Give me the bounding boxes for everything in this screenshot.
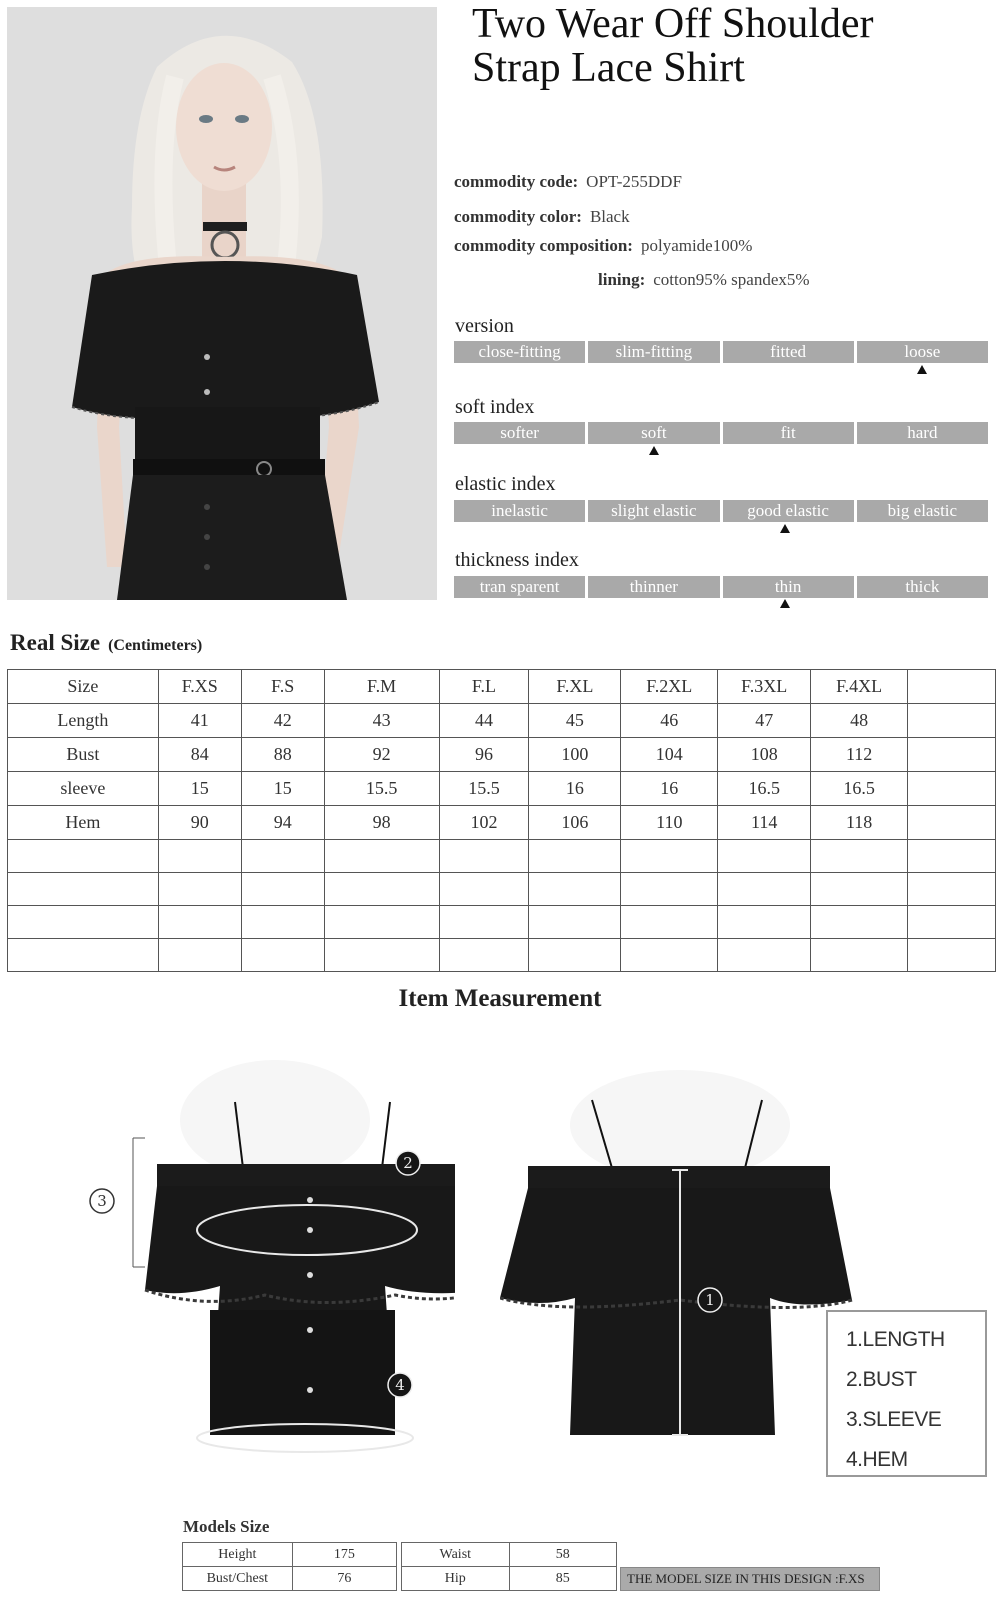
- garment-back-diagram: [500, 1060, 860, 1490]
- spec-color-value: Black: [589, 207, 630, 226]
- size-cell: 92: [324, 738, 439, 772]
- legend-bust: 2.BUST: [846, 1368, 917, 1391]
- size-cell: 47: [718, 704, 811, 738]
- models-cell: 175: [292, 1543, 396, 1567]
- size-header-cell: F.L: [439, 670, 529, 704]
- size-cell-empty: [811, 840, 908, 873]
- size-table-body: [8, 670, 996, 972]
- marker-2: [393, 1148, 423, 1178]
- spec-lining-label: lining:: [598, 270, 646, 289]
- marker-1-label: 1: [705, 1291, 715, 1309]
- elastic-marker: [780, 524, 790, 533]
- spec-composition-label: commodity composition:: [454, 236, 633, 255]
- models-cell: Bust/Chest: [183, 1567, 293, 1591]
- size-header-cell: F.2XL: [621, 670, 718, 704]
- size-cell-empty: [324, 906, 439, 939]
- model-size-note: THE MODEL SIZE IN THIS DESIGN :F.XS: [620, 1567, 880, 1591]
- size-cell: 41: [158, 704, 241, 738]
- models-cell: Height: [183, 1543, 293, 1567]
- models-cell: Hip: [402, 1567, 510, 1591]
- version-option: slim-fitting: [588, 341, 719, 363]
- spec-code-value: OPT-255DDF: [586, 172, 682, 191]
- spec-composition-value: polyamide100%: [640, 236, 753, 255]
- thickness-option: tran sparent: [454, 576, 585, 598]
- size-table-row: [8, 772, 996, 806]
- models-cell: Waist: [402, 1543, 510, 1567]
- thickness-option: thick: [857, 576, 988, 598]
- size-cell: 42: [241, 704, 324, 738]
- size-cell-empty: [621, 840, 718, 873]
- thickness-title: thickness index: [455, 549, 579, 571]
- size-header-cell: Size: [8, 670, 159, 704]
- size-table-row: [8, 806, 996, 840]
- size-cell-empty: [529, 906, 621, 939]
- size-cell: 96: [439, 738, 529, 772]
- elastic-option: inelastic: [454, 500, 585, 522]
- size-cell-empty: [8, 906, 159, 939]
- size-table-row: [8, 704, 996, 738]
- size-cell-empty: [621, 873, 718, 906]
- marker-3-label: 3: [97, 1192, 107, 1210]
- elastic-scale: [454, 500, 988, 522]
- models-cell: 76: [292, 1567, 396, 1591]
- size-cell-empty: [811, 873, 908, 906]
- real-size-title: [10, 630, 202, 656]
- size-cell: 112: [811, 738, 908, 772]
- size-cell: 114: [718, 806, 811, 840]
- item-measurement-title: Item Measurement: [398, 985, 602, 1012]
- version-scale: [454, 341, 988, 363]
- version-option: loose: [857, 341, 988, 363]
- spec-lining: [598, 270, 810, 290]
- spec-composition: [454, 236, 752, 256]
- size-cell-empty: [718, 906, 811, 939]
- size-cell: 118: [811, 806, 908, 840]
- size-cell-empty: [439, 840, 529, 873]
- size-header-cell: F.XS: [158, 670, 241, 704]
- size-cell-empty: [439, 906, 529, 939]
- size-cell-empty: [718, 873, 811, 906]
- size-cell-empty: [439, 873, 529, 906]
- soft-scale: [454, 422, 988, 444]
- size-cell-empty: [621, 939, 718, 972]
- models-row: [402, 1543, 617, 1567]
- size-cell-empty: [8, 840, 159, 873]
- size-cell: [908, 806, 996, 840]
- size-header-cell: F.XL: [529, 670, 621, 704]
- spec-color-label: commodity color:: [454, 207, 582, 226]
- size-cell-empty: [811, 906, 908, 939]
- models-table-left: [182, 1542, 397, 1591]
- elastic-option: big elastic: [857, 500, 988, 522]
- size-cell-empty: [241, 939, 324, 972]
- size-cell-empty: [718, 939, 811, 972]
- soft-title: soft index: [455, 396, 535, 418]
- marker-4: [385, 1370, 415, 1400]
- size-table-header: [8, 670, 996, 704]
- size-cell-empty: [811, 939, 908, 972]
- elastic-option: good elastic: [723, 500, 854, 522]
- size-cell-empty: [158, 939, 241, 972]
- size-table-empty-row: [8, 873, 996, 906]
- models-size-title: Models Size: [183, 1517, 270, 1536]
- soft-option: hard: [857, 422, 988, 444]
- size-cell: 16.5: [718, 772, 811, 806]
- size-cell: 110: [621, 806, 718, 840]
- soft-option: soft: [588, 422, 719, 444]
- version-title: version: [455, 315, 514, 337]
- version-option: close-fitting: [454, 341, 585, 363]
- soft-option: softer: [454, 422, 585, 444]
- thickness-marker: [780, 599, 790, 608]
- size-cell: 88: [241, 738, 324, 772]
- size-header-cell: F.M: [324, 670, 439, 704]
- version-option: fitted: [723, 341, 854, 363]
- legend-length: 1.LENGTH: [846, 1328, 945, 1351]
- size-cell: 84: [158, 738, 241, 772]
- elastic-title: elastic index: [455, 473, 556, 495]
- size-cell-empty: [158, 840, 241, 873]
- thickness-scale: [454, 576, 988, 598]
- size-cell: 106: [529, 806, 621, 840]
- size-cell: 44: [439, 704, 529, 738]
- size-cell-empty: [908, 840, 996, 873]
- models-cell: 58: [509, 1543, 616, 1567]
- thickness-option: thinner: [588, 576, 719, 598]
- size-cell-empty: [529, 840, 621, 873]
- title-line-1: Two Wear Off Shoulder: [472, 1, 874, 47]
- size-table-empty-row: [8, 906, 996, 939]
- soft-option: fit: [723, 422, 854, 444]
- size-header-cell: [908, 670, 996, 704]
- size-cell-empty: [439, 939, 529, 972]
- real-size-label: Real Size: [10, 630, 101, 655]
- size-cell-empty: [908, 873, 996, 906]
- models-cell: 85: [509, 1567, 616, 1591]
- size-header-cell: F.4XL: [811, 670, 908, 704]
- legend-hem: 4.HEM: [846, 1448, 908, 1471]
- size-table-empty-row: [8, 840, 996, 873]
- size-cell: 16.5: [811, 772, 908, 806]
- size-cell: 16: [621, 772, 718, 806]
- size-cell: 15: [241, 772, 324, 806]
- size-cell-empty: [529, 873, 621, 906]
- size-cell: 104: [621, 738, 718, 772]
- size-header-cell: F.S: [241, 670, 324, 704]
- size-cell: Bust: [8, 738, 159, 772]
- size-cell-empty: [718, 840, 811, 873]
- title-line-2: Strap Lace Shirt: [472, 45, 745, 91]
- marker-3: [87, 1186, 117, 1216]
- size-cell: 15.5: [324, 772, 439, 806]
- size-cell-empty: [8, 873, 159, 906]
- size-cell: 108: [718, 738, 811, 772]
- size-cell: 100: [529, 738, 621, 772]
- size-cell: 15: [158, 772, 241, 806]
- size-cell-empty: [324, 840, 439, 873]
- size-cell-empty: [324, 873, 439, 906]
- size-cell: [908, 772, 996, 806]
- size-cell: 94: [241, 806, 324, 840]
- product-photo: [7, 7, 437, 600]
- marker-2-label: 2: [403, 1154, 413, 1172]
- size-cell: [908, 738, 996, 772]
- size-cell-empty: [908, 906, 996, 939]
- size-cell-empty: [324, 939, 439, 972]
- spec-code-label: commodity code:: [454, 172, 579, 191]
- model-illustration: [7, 7, 437, 600]
- legend-sleeve: 3.SLEEVE: [846, 1408, 942, 1431]
- soft-marker: [649, 446, 659, 455]
- size-cell: 45: [529, 704, 621, 738]
- size-cell: 15.5: [439, 772, 529, 806]
- measurement-legend: [826, 1310, 987, 1477]
- spec-lining-value: cotton95% spandex5%: [653, 270, 810, 289]
- size-table-row: [8, 738, 996, 772]
- garment-front-diagram: [95, 1060, 455, 1490]
- size-cell: Hem: [8, 806, 159, 840]
- size-cell-empty: [529, 939, 621, 972]
- size-cell-empty: [241, 840, 324, 873]
- size-cell: 16: [529, 772, 621, 806]
- marker-4-label: 4: [395, 1376, 405, 1394]
- models-table-right: [401, 1542, 617, 1591]
- models-row: [183, 1543, 397, 1567]
- size-cell-empty: [908, 939, 996, 972]
- spec-code: [454, 172, 682, 192]
- size-cell: 90: [158, 806, 241, 840]
- size-cell: 102: [439, 806, 529, 840]
- models-row: [402, 1567, 617, 1591]
- size-cell-empty: [621, 906, 718, 939]
- size-cell-empty: [8, 939, 159, 972]
- size-cell: sleeve: [8, 772, 159, 806]
- spec-color: [454, 207, 630, 227]
- marker-1: [695, 1285, 725, 1315]
- size-cell-empty: [241, 906, 324, 939]
- size-cell: 48: [811, 704, 908, 738]
- size-cell: 46: [621, 704, 718, 738]
- product-title: [472, 2, 992, 90]
- size-table-empty-row: [8, 939, 996, 972]
- size-cell-empty: [158, 906, 241, 939]
- size-cell: 43: [324, 704, 439, 738]
- models-row: [183, 1567, 397, 1591]
- real-size-unit: (Centimeters): [108, 637, 203, 654]
- version-marker: [917, 365, 927, 374]
- size-cell: Length: [8, 704, 159, 738]
- size-cell-empty: [241, 873, 324, 906]
- size-header-cell: F.3XL: [718, 670, 811, 704]
- elastic-option: slight elastic: [588, 500, 719, 522]
- size-cell: [908, 704, 996, 738]
- size-table: [7, 669, 996, 972]
- size-cell: 98: [324, 806, 439, 840]
- size-cell-empty: [158, 873, 241, 906]
- thickness-option: thin: [723, 576, 854, 598]
